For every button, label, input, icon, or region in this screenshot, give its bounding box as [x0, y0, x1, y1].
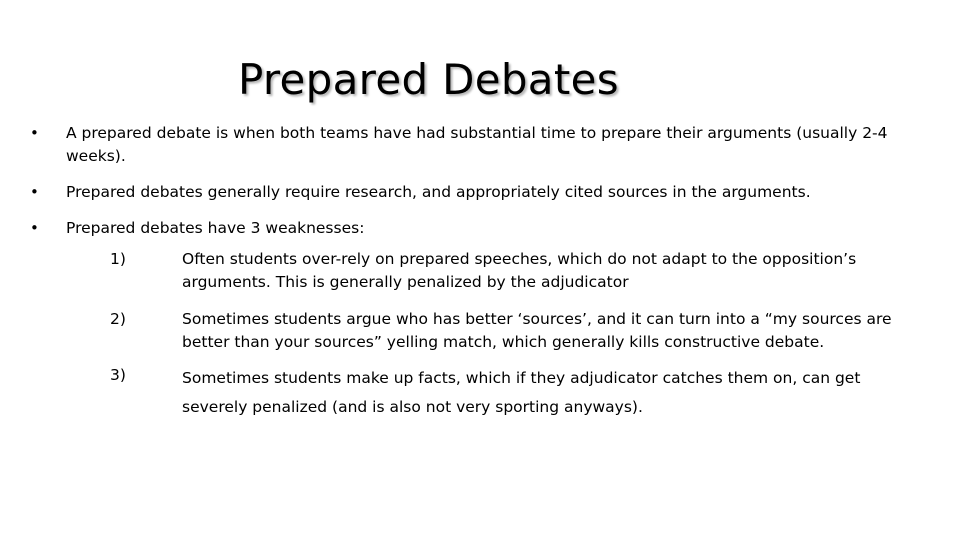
weakness-text: Sometimes students argue who has better ‘sources’, and it can turn into a “my sources are better than your sources” yelling match, which generally kills constructive debate.	[182, 310, 892, 351]
weakness-item	[110, 248, 930, 294]
bullet-list	[30, 122, 935, 253]
bullet-marker: •	[30, 219, 39, 237]
weakness-text: Often students over-rely on prepared speeches, which do not adapt to the opposition’s arguments. This is generally penalized by the adjudicator	[182, 250, 857, 291]
bullet-item	[30, 122, 935, 168]
weakness-item	[110, 364, 930, 422]
bullet-marker: •	[30, 183, 39, 201]
weakness-list	[110, 248, 930, 436]
bullet-marker: •	[30, 124, 39, 142]
weakness-number: 2)	[110, 310, 126, 328]
weakness-number: 1)	[110, 250, 126, 268]
weakness-item	[110, 308, 930, 354]
bullet-text: Prepared debates have 3 weaknesses:	[66, 219, 365, 237]
bullet-text: Prepared debates generally require research, and appropriately cited sources in the arguments.	[66, 183, 811, 201]
bullet-item	[30, 181, 935, 204]
bullet-text: A prepared debate is when both teams have had substantial time to prepare their arguments (usually 2-4 weeks).	[66, 124, 888, 165]
slide-title: Prepared Debates	[238, 55, 619, 104]
weakness-number: 3)	[110, 366, 126, 384]
weakness-text: Sometimes students make up facts, which if they adjudicator catches them on, can get severely penalized (and is also not very sporting anyways).	[182, 369, 861, 416]
bullet-item	[30, 217, 935, 240]
